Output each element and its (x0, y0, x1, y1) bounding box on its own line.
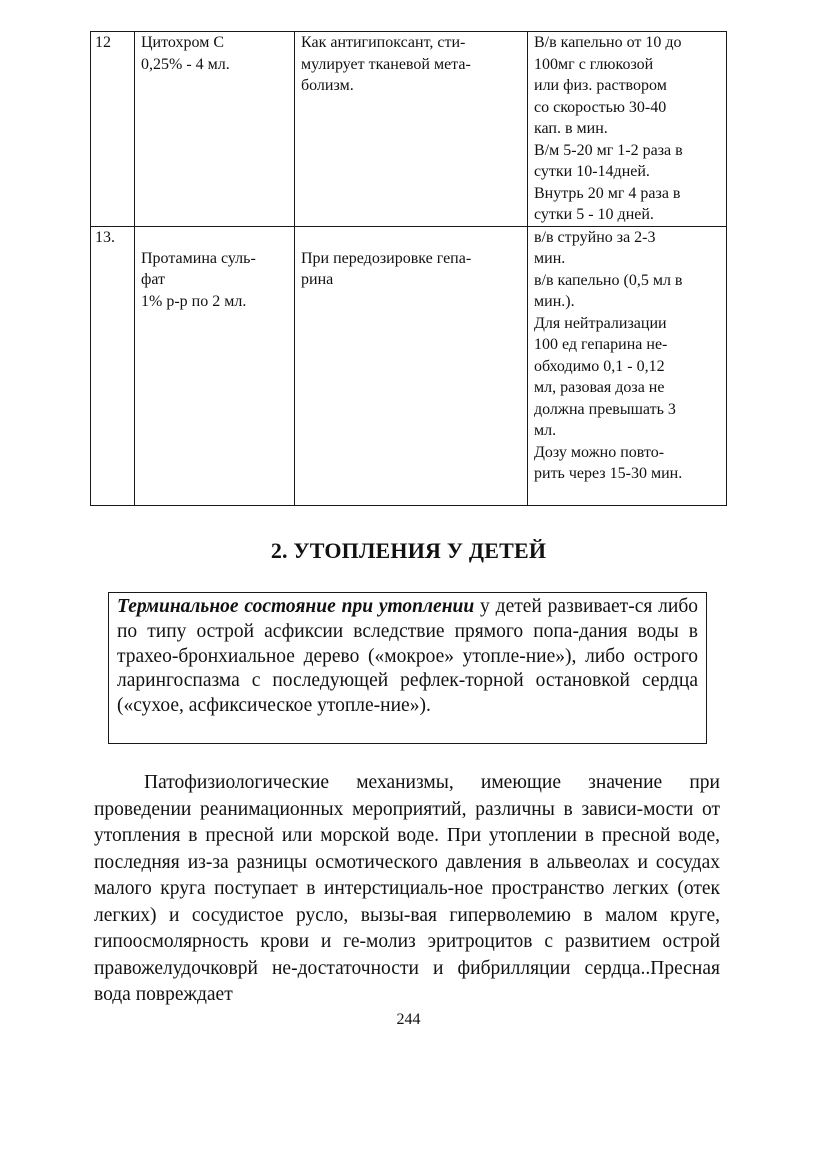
definition-box (108, 592, 707, 744)
table-row (91, 226, 727, 505)
drug-name-cell: Протамина суль- фат 1% р-р по 2 мл. (135, 226, 295, 505)
dosage-cell: В/в капельно от 10 до 100мг с глюкозой или физ. раствором со скоростью 30-40 кап. в мин. В/м 5-20 мг 1-2 раза в сутки 10-14дней. Внутрь 20 мг 4 раза в сутки 5 - 10 дней. (528, 32, 727, 227)
dosage-cell: в/в струйно за 2-3 мин. в/в капельно (0,5 мл в мин.). Для нейтрализации 100 ед гепарина не- обходимо 0,1 - 0,12 мл, разовая доза не должна превышать 3 мл. Дозу можно повто- рить через 15-30 мин. (528, 226, 727, 505)
drug-table (90, 31, 727, 506)
definition-text: у детей развивает-ся либо по типу острой асфиксии вследствие прямого попа-дания воды в трахео-бронхиальное дерево («мокрое» утопле-ние»), либо острого ларингоспазма с последующей рефлек-торной остановкой сердца («сухое, асфиксическое утопле-ние»). (117, 596, 698, 717)
row-number-cell: 12 (91, 32, 135, 227)
body-paragraph: Патофизиологические механизмы, имеющие значение при проведении реанимационных мероприятий, различны в зависи-мости от утопления в пресной или морской воде. При утоплении в пресной воде, последняя из-за разницы осмотического давления в альвеолах и сосудах малого круга поступает в интерстициаль-ное пространство легких (отек легких) и сосудистое русло, вызы-вая гиперволемию в малом круге, гипоосмолярность крови и ге-молиз эритроцитов с развитием острой правожелудочковрй не-достаточности и фибрилляции сердца..Пресная вода повреждает (94, 772, 720, 1005)
drug-name-cell: Цитохром С 0,25% - 4 мл. (135, 32, 295, 227)
page-number: 244 (396, 1011, 421, 1028)
table-row (91, 32, 727, 227)
definition-term: Терминальное состояние при утоплении (117, 596, 475, 617)
section-title: 2. УТОПЛЕНИЯ У ДЕТЕЙ (270, 538, 547, 563)
indication-cell: При передозировке гепа- рина (295, 226, 528, 505)
row-number-cell: 13. (91, 226, 135, 505)
indication-cell: Как антигипоксант, сти- мулирует тканевой мета- болизм. (295, 32, 528, 227)
